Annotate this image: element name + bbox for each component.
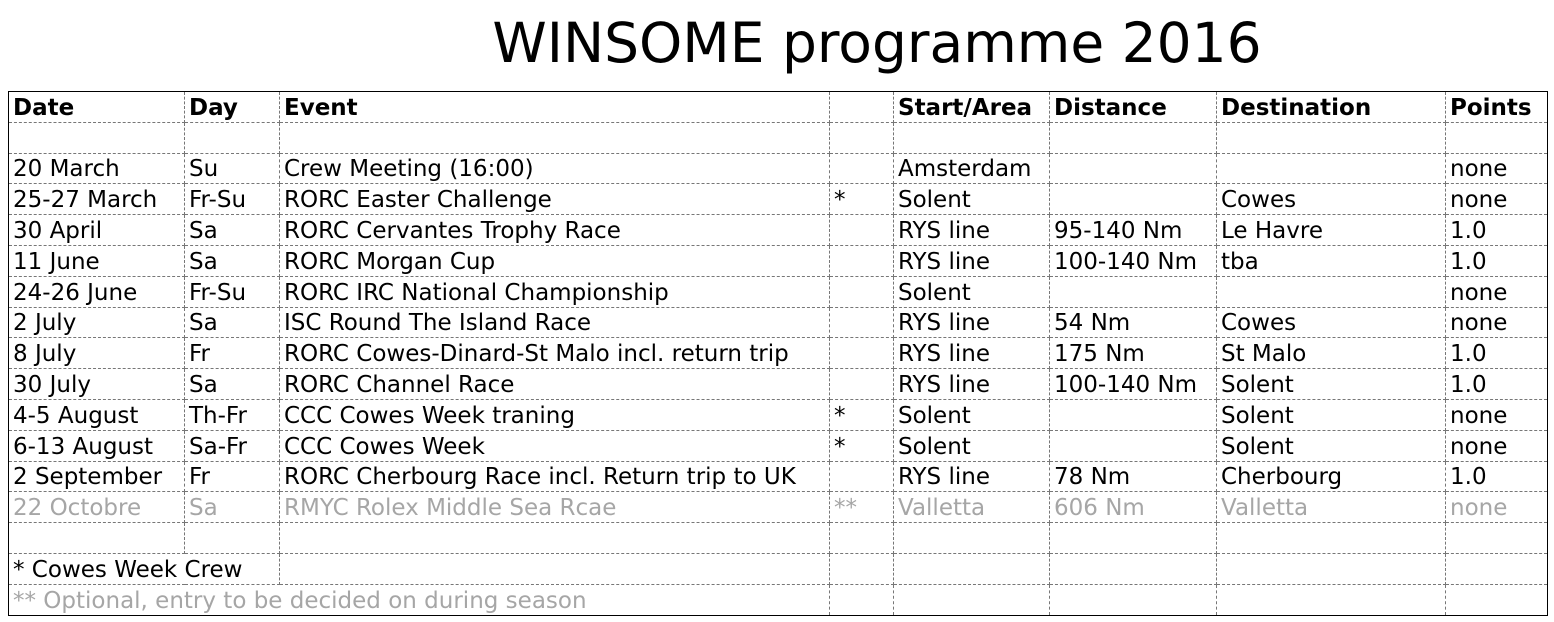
cell-date: 22 Octobre — [9, 492, 185, 523]
cell-start-area: Solent — [894, 430, 1050, 461]
cell-date: 8 July — [9, 338, 185, 369]
cell-mark — [830, 338, 894, 369]
cell-start-area: RYS line — [894, 461, 1050, 492]
cell-destination: Le Havre — [1217, 215, 1446, 246]
cell-event: RMYC Rolex Middle Sea Rcae — [280, 492, 830, 523]
cell-start-area: Solent — [894, 184, 1050, 215]
cell-start-area: Valletta — [894, 492, 1050, 523]
cell-event: RORC Morgan Cup — [280, 245, 830, 276]
note-row — [9, 584, 1548, 615]
cell-mark: ** — [830, 492, 894, 523]
cell-date: 11 June — [9, 245, 185, 276]
cell-start-area: RYS line — [894, 338, 1050, 369]
note-cowes-week-crew: * Cowes Week Crew — [9, 553, 280, 584]
cell-day: Sa — [185, 215, 280, 246]
cell-distance: 78 Nm — [1050, 461, 1217, 492]
cell-day: Su — [185, 153, 280, 184]
header-mark — [830, 92, 894, 123]
header-points: Points — [1446, 92, 1548, 123]
table-row — [9, 369, 1548, 400]
cell-points: 1.0 — [1446, 461, 1548, 492]
cell-event: RORC Cervantes Trophy Race — [280, 215, 830, 246]
cell-mark — [830, 215, 894, 246]
cell-points: none — [1446, 430, 1548, 461]
cell-start-area: Solent — [894, 276, 1050, 307]
cell-date: 20 March — [9, 153, 185, 184]
cell-points: none — [1446, 153, 1548, 184]
cell-mark: * — [830, 399, 894, 430]
cell-distance — [1050, 399, 1217, 430]
cell-date: 24-26 June — [9, 276, 185, 307]
cell-day: Sa — [185, 307, 280, 338]
cell-mark — [830, 276, 894, 307]
cell-date: 25-27 March — [9, 184, 185, 215]
cell-destination: St Malo — [1217, 338, 1446, 369]
cell-distance — [1050, 184, 1217, 215]
cell-mark — [830, 245, 894, 276]
table-row — [9, 184, 1548, 215]
cell-distance: 100-140 Nm — [1050, 245, 1217, 276]
cell-event: Crew Meeting (16:00) — [280, 153, 830, 184]
cell-distance: 95-140 Nm — [1050, 215, 1217, 246]
blank-row — [9, 523, 1548, 554]
cell-destination: Solent — [1217, 399, 1446, 430]
header-day: Day — [185, 92, 280, 123]
header-distance: Distance — [1050, 92, 1217, 123]
cell-event: ISC Round The Island Race — [280, 307, 830, 338]
table-row — [9, 153, 1548, 184]
cell-day: Sa — [185, 369, 280, 400]
cell-date: 4-5 August — [9, 399, 185, 430]
cell-start-area: RYS line — [894, 245, 1050, 276]
cell-day: Fr-Su — [185, 276, 280, 307]
cell-date: 6-13 August — [9, 430, 185, 461]
cell-destination — [1217, 153, 1446, 184]
cell-mark: * — [830, 184, 894, 215]
cell-points: none — [1446, 276, 1548, 307]
cell-points: none — [1446, 184, 1548, 215]
cell-distance — [1050, 153, 1217, 184]
cell-day: Sa — [185, 245, 280, 276]
note-optional: ** Optional, entry to be decided on during season — [9, 584, 830, 615]
table-row — [9, 430, 1548, 461]
cell-points: none — [1446, 492, 1548, 523]
table-row — [9, 245, 1548, 276]
cell-points: 1.0 — [1446, 338, 1548, 369]
cell-mark: * — [830, 430, 894, 461]
page-title: WINSOME programme 2016 — [492, 11, 1262, 75]
cell-distance — [1050, 430, 1217, 461]
table-row — [9, 338, 1548, 369]
cell-mark — [830, 461, 894, 492]
cell-mark — [830, 307, 894, 338]
cell-points: none — [1446, 399, 1548, 430]
table-row — [9, 215, 1548, 246]
cell-mark — [830, 369, 894, 400]
cell-event: RORC IRC National Championship — [280, 276, 830, 307]
header-destination: Destination — [1217, 92, 1446, 123]
cell-event: RORC Cowes-Dinard-St Malo incl. return trip — [280, 338, 830, 369]
cell-day: Sa — [185, 492, 280, 523]
table-row — [9, 307, 1548, 338]
blank-row — [9, 122, 1548, 153]
cell-day: Fr-Su — [185, 184, 280, 215]
cell-distance: 54 Nm — [1050, 307, 1217, 338]
cell-destination: Solent — [1217, 369, 1446, 400]
cell-mark — [830, 153, 894, 184]
cell-points: none — [1446, 307, 1548, 338]
cell-date: 30 April — [9, 215, 185, 246]
cell-destination: tba — [1217, 245, 1446, 276]
cell-points: 1.0 — [1446, 369, 1548, 400]
programme-table — [8, 91, 1548, 616]
cell-event: RORC Cherbourg Race incl. Return trip to UK — [280, 461, 830, 492]
table-row — [9, 276, 1548, 307]
cell-destination: Valletta — [1217, 492, 1446, 523]
cell-destination: Solent — [1217, 430, 1446, 461]
cell-start-area: RYS line — [894, 369, 1050, 400]
table-row-optional — [9, 492, 1548, 523]
cell-day: Sa-Fr — [185, 430, 280, 461]
table-row — [9, 461, 1548, 492]
cell-date: 2 September — [9, 461, 185, 492]
cell-event: CCC Cowes Week traning — [280, 399, 830, 430]
cell-date: 2 July — [9, 307, 185, 338]
cell-destination: Cherbourg — [1217, 461, 1446, 492]
cell-date: 30 July — [9, 369, 185, 400]
cell-points: 1.0 — [1446, 215, 1548, 246]
cell-destination: Cowes — [1217, 184, 1446, 215]
cell-day: Th-Fr — [185, 399, 280, 430]
cell-day: Fr — [185, 338, 280, 369]
cell-day: Fr — [185, 461, 280, 492]
cell-start-area: Solent — [894, 399, 1050, 430]
header-date: Date — [9, 92, 185, 123]
cell-distance — [1050, 276, 1217, 307]
cell-distance: 606 Nm — [1050, 492, 1217, 523]
cell-start-area: Amsterdam — [894, 153, 1050, 184]
cell-distance: 100-140 Nm — [1050, 369, 1217, 400]
cell-event: CCC Cowes Week — [280, 430, 830, 461]
header-start-area: Start/Area — [894, 92, 1050, 123]
cell-destination — [1217, 276, 1446, 307]
cell-start-area: RYS line — [894, 307, 1050, 338]
cell-event: RORC Easter Challenge — [280, 184, 830, 215]
cell-distance: 175 Nm — [1050, 338, 1217, 369]
header-row — [9, 92, 1548, 123]
table-row — [9, 399, 1548, 430]
cell-points: 1.0 — [1446, 245, 1548, 276]
cell-destination: Cowes — [1217, 307, 1446, 338]
cell-start-area: RYS line — [894, 215, 1050, 246]
note-row — [9, 553, 1548, 584]
header-event: Event — [280, 92, 830, 123]
cell-event: RORC Channel Race — [280, 369, 830, 400]
